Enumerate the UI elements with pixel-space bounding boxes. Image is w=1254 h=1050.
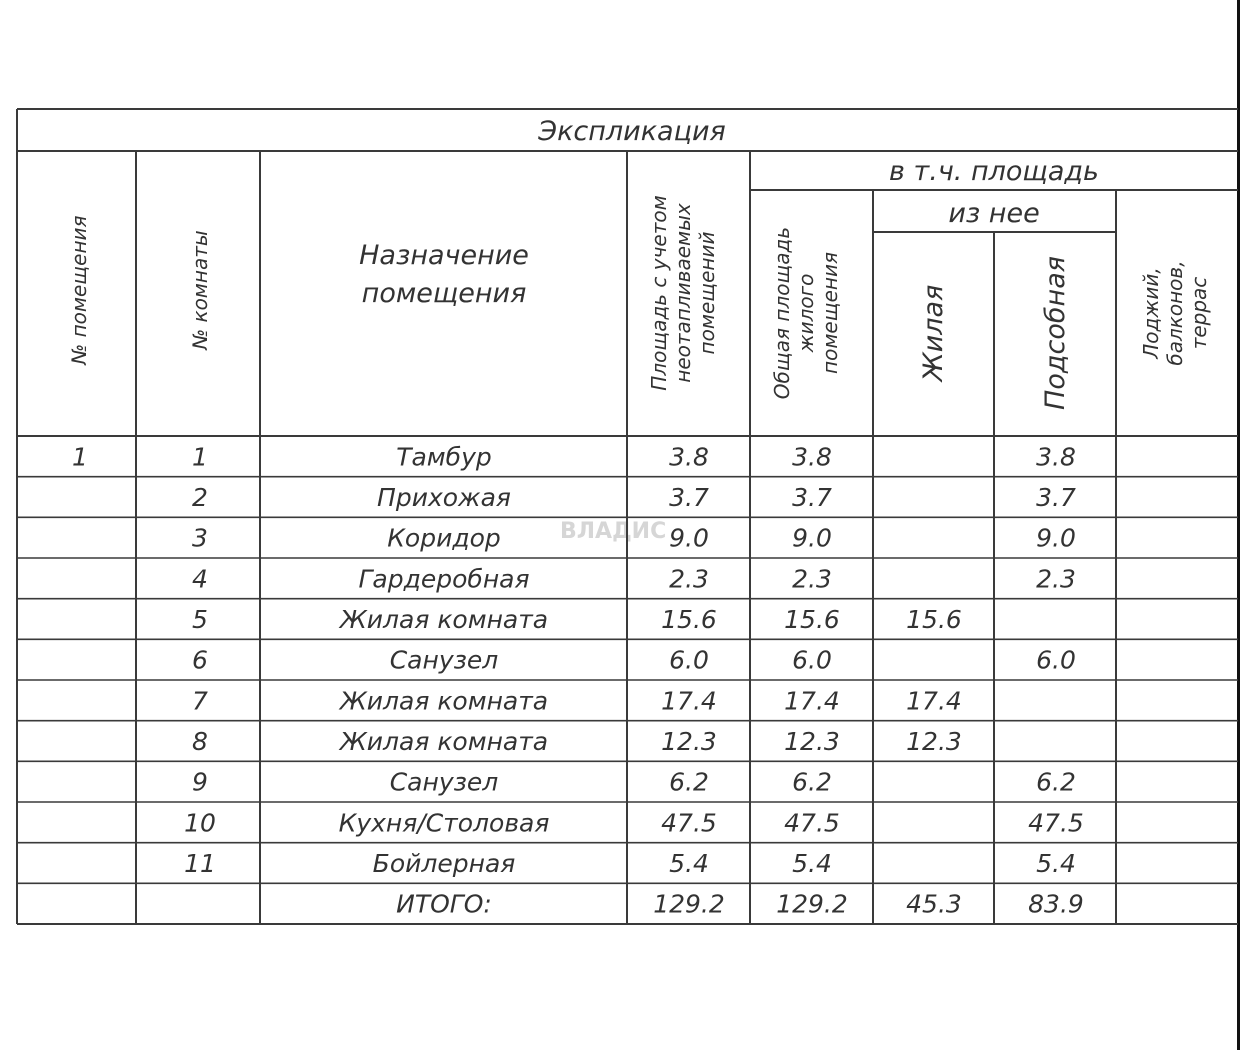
cell-total: 2.3 xyxy=(792,564,832,594)
cell-aux: 3.8 xyxy=(1036,442,1076,472)
cell-aux: 83.9 xyxy=(1028,889,1084,919)
cell-name: Коридор xyxy=(387,523,501,553)
table-row xyxy=(192,768,1076,797)
header-purpose-line1: Назначение xyxy=(359,240,529,271)
cell-aux: 47.5 xyxy=(1028,808,1084,838)
cell-aux: 6.0 xyxy=(1036,645,1076,675)
table-row xyxy=(192,686,962,715)
cell-name: Жилая комната xyxy=(339,727,549,756)
cell-total: 3.8 xyxy=(792,442,832,472)
cell-total: 129.2 xyxy=(776,889,848,919)
svg-text:Лоджий,: Лоджий, xyxy=(1139,267,1163,359)
cell-area: 17.4 xyxy=(661,686,717,716)
cell-total: 3.7 xyxy=(792,483,832,512)
svg-text:жилого: жилого xyxy=(794,273,818,353)
cell-premise: 1 xyxy=(72,442,88,472)
svg-text:балконов,: балконов, xyxy=(1163,260,1187,366)
cell-room: 1 xyxy=(192,442,208,472)
cell-area: 15.6 xyxy=(661,605,717,634)
cell-total: 5.4 xyxy=(792,849,832,878)
cell-aux: 3.7 xyxy=(1036,483,1076,512)
cell-name: Жилая комната xyxy=(339,686,549,716)
table-row xyxy=(72,442,1076,471)
cell-room: 8 xyxy=(192,727,208,756)
header-premise-no: № помещения xyxy=(67,215,91,365)
cell-name: Бойлерная xyxy=(372,849,516,878)
cell-living: 12.3 xyxy=(906,727,962,756)
watermark-text: ВЛАДИС xyxy=(560,519,667,544)
cell-name: Санузел xyxy=(389,645,499,675)
cell-name: Тамбур xyxy=(396,442,492,472)
header-auxiliary: Подсобная xyxy=(1040,256,1071,410)
header-of-which: из нее xyxy=(948,198,1040,229)
cell-aux: 5.4 xyxy=(1036,849,1076,878)
cell-room: 2 xyxy=(192,483,208,512)
cell-name: ИТОГО: xyxy=(396,889,492,919)
cell-total: 17.4 xyxy=(784,686,840,716)
cell-room: 4 xyxy=(192,564,208,594)
cell-area: 9.0 xyxy=(669,523,709,553)
table-title: Экспликация xyxy=(538,116,726,147)
header-total-living xyxy=(770,227,842,399)
header-room-no: № комнаты xyxy=(188,230,212,350)
table-row xyxy=(396,890,1084,919)
svg-text:Общая площадь: Общая площадь xyxy=(770,226,794,400)
cell-room: 9 xyxy=(192,767,208,797)
cell-total: 9.0 xyxy=(792,523,832,553)
cell-area: 5.4 xyxy=(669,849,709,878)
svg-text:террас: террас xyxy=(1187,276,1211,350)
svg-text:Площадь с учетом: Площадь с учетом xyxy=(647,195,671,391)
header-living: Жилая xyxy=(918,284,949,382)
cell-area: 6.0 xyxy=(669,645,709,675)
table-row xyxy=(192,564,1076,593)
cell-area: 129.2 xyxy=(653,889,725,919)
svg-text:неотапливаемых: неотапливаемых xyxy=(671,203,695,383)
cell-area: 12.3 xyxy=(661,727,717,756)
cell-room: 7 xyxy=(192,686,208,716)
cell-aux: 2.3 xyxy=(1036,564,1076,594)
table-row xyxy=(192,646,1076,675)
cell-room: 11 xyxy=(184,849,216,878)
cell-name: Прихожая xyxy=(377,483,511,512)
svg-text:помещений: помещений xyxy=(695,231,719,355)
table-row xyxy=(192,605,962,634)
cell-room: 6 xyxy=(192,645,208,675)
cell-area: 3.7 xyxy=(669,483,709,512)
cell-name: Жилая комната xyxy=(339,605,549,634)
cell-living: 17.4 xyxy=(906,686,962,716)
cell-area: 6.2 xyxy=(669,767,709,797)
cell-area: 3.8 xyxy=(669,442,709,472)
header-purpose-line2: помещения xyxy=(361,278,527,309)
svg-text:помещения: помещения xyxy=(818,252,842,374)
cell-living: 45.3 xyxy=(906,889,962,919)
table-row xyxy=(192,483,1076,512)
cell-area: 47.5 xyxy=(661,808,717,838)
cell-total: 15.6 xyxy=(784,605,840,634)
cell-area: 2.3 xyxy=(669,564,709,594)
cell-total: 47.5 xyxy=(784,808,840,838)
cell-name: Кухня/Столовая xyxy=(338,808,550,838)
header-loggias xyxy=(1139,260,1211,365)
cell-room: 3 xyxy=(192,523,208,553)
table-row xyxy=(192,727,962,756)
cell-room: 10 xyxy=(184,808,216,838)
table-row xyxy=(184,849,1076,878)
cell-aux: 6.2 xyxy=(1036,767,1076,797)
cell-living: 15.6 xyxy=(906,605,962,634)
cell-room: 5 xyxy=(192,605,208,634)
header-area-with-unheated xyxy=(647,195,719,390)
cell-total: 12.3 xyxy=(784,727,840,756)
cell-total: 6.0 xyxy=(792,645,832,675)
cell-name: Гардеробная xyxy=(358,564,530,594)
cell-total: 6.2 xyxy=(792,767,832,797)
cell-name: Санузел xyxy=(389,767,499,797)
table-row xyxy=(184,808,1084,837)
header-incl-area: в т.ч. площадь xyxy=(889,156,1099,187)
cell-aux: 9.0 xyxy=(1036,523,1076,553)
